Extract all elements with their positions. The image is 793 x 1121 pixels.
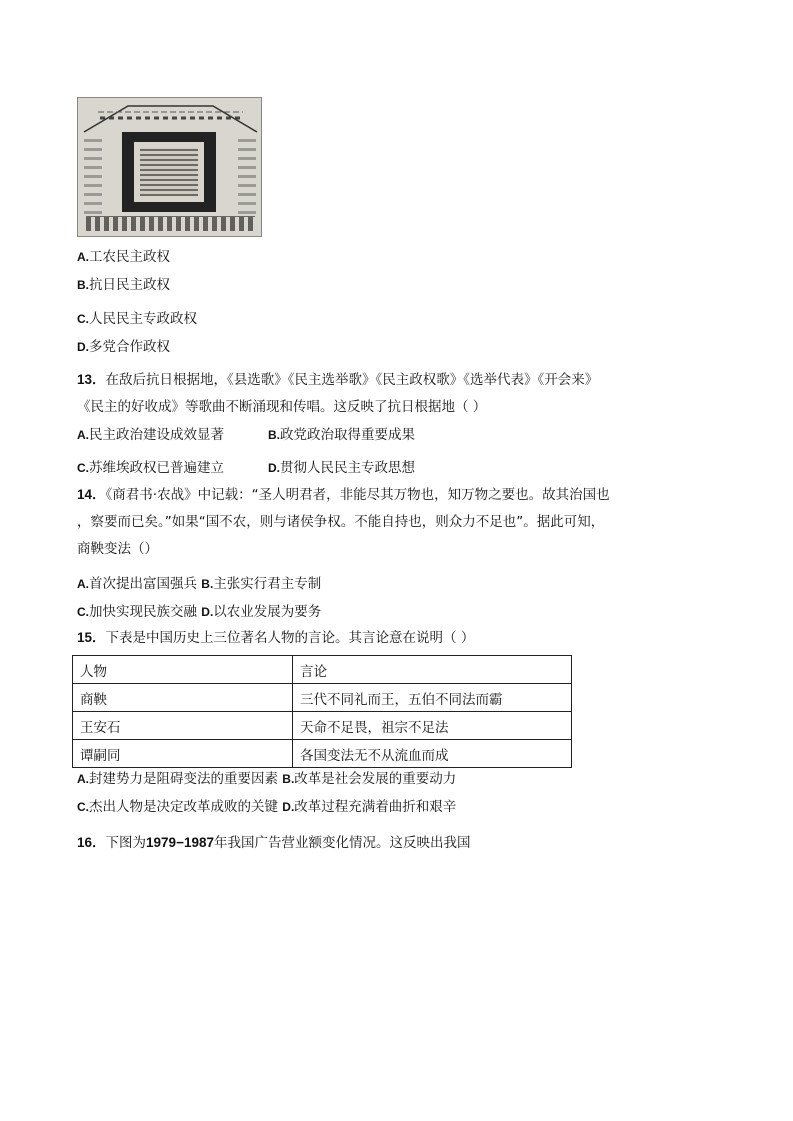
q15-stem: 15．下表是中国历史上三位著名人物的言论。其言论意在说明（ ） [77,630,475,646]
ballot-header-graphic [78,98,262,134]
q12-option-d: D.多党合作政权 [77,339,170,355]
q12-option-c: C.人民民主专政政权 [77,311,197,327]
table-cell: 王安石 [73,712,293,740]
q14-stem-line1: 14．《商君书·农战》中记载：“圣人明君者，非能尽其万物也，知万物之要也。故其治国也 [77,487,610,503]
q13-stem-line1: 13．在敌后抗日根据地，《县选歌》《民主选举歌》《民主政权歌》《选举代表》《开会来》 [77,372,599,388]
q13-option-c: C.苏维埃政权已普遍建立 [77,460,224,476]
seal-stamp [140,148,198,196]
q12-option-b: B.抗日民主政权 [77,277,170,293]
q14-stem-line2: ，察要而已矣。”如果“国不农，则与诸侯争权。不能自持也，则众力不足也”。据此可知， [77,514,605,530]
q13-option-b: B.政党政治取得重要成果 [268,427,415,443]
table-cell: 各国变法无不从流血而成 [293,740,572,768]
q13-option-a: A.民主政治建设成效显著 [77,427,224,443]
table-cell: 三代不同礼而王，五伯不同法而霸 [293,684,572,712]
table-header-row [73,656,572,684]
table-cell: 谭嗣同 [73,740,293,768]
q14-options-row1: A.首次提出富国强兵 B.主张实行君主专制 [77,576,322,592]
q14-stem-line3: 商鞅变法（） [77,541,158,557]
ballot-footer-text [86,216,255,231]
table-row [73,740,572,768]
table-row [73,684,572,712]
q13-stem-line2: 《民主的好收成》等歌曲不断涌现和传唱。这反映了抗日根据地（ ） [77,399,487,415]
q14-options-row2: C.加快实现民族交融 D.以农业发展为要务 [77,604,322,620]
q12-option-a: A.工农民主政权 [77,249,170,265]
ballot-image [77,97,262,237]
q16-stem: 16．下图为1979−1987年我国广告营业额变化情况。这反映出我国 [77,835,471,851]
table-row [73,712,572,740]
ballot-left-text [84,134,102,214]
table-header-cell: 言论 [293,656,572,684]
ballot-right-text [238,134,256,214]
q15-options-row1: A.封建势力是阻碍变法的重要因素 B.改革是社会发展的重要动力 [77,771,457,787]
quotes-table [72,655,572,768]
q13-option-d: D.贯彻人民民主专政思想 [268,460,415,476]
table-header-cell: 人物 [73,656,293,684]
table-cell: 商鞅 [73,684,293,712]
table-cell: 天命不足畏，祖宗不足法 [293,712,572,740]
q15-options-row2: C.杰出人物是决定改革成败的关键 D.改革过程充满着曲折和艰辛 [77,799,457,815]
